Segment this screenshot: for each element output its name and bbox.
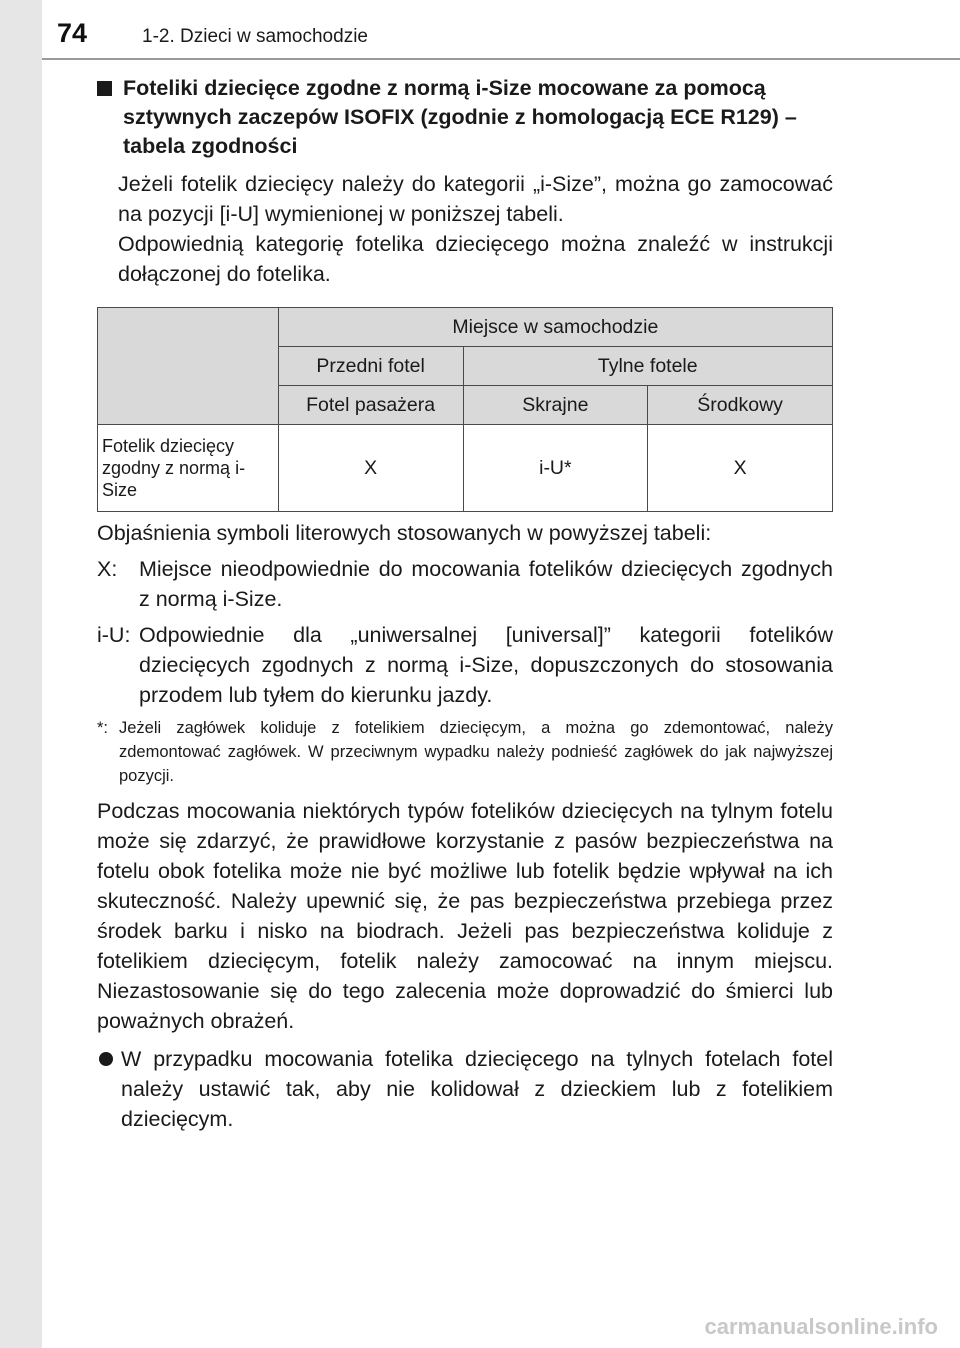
table-cell-passenger: X — [278, 425, 463, 512]
legend-key-iu: i-U: — [97, 623, 131, 647]
bullet-dot-icon — [97, 1044, 121, 1134]
table-cell-center: X — [648, 425, 833, 512]
intro-text — [97, 169, 833, 289]
page-header — [42, 0, 960, 60]
bullet-text: W przypadku mocowania fotelika dziecięcego na tylnych fotelach fotel należy ustawić tak, aby nie kolidował z dzieckiem lub z fotelikiem dziecięcym. — [121, 1047, 833, 1131]
section-heading — [97, 74, 833, 161]
page-content — [97, 74, 833, 1134]
intro-paragraph-2: Odpowiednią kategorię fotelika dziecięcego można znaleźć w instrukcji dołączonej do fotelika. — [118, 232, 833, 286]
table-row-label: Fotelik dziecięcy zgodny z normą i-Size — [98, 425, 279, 512]
legend-item-iu — [97, 620, 833, 710]
table-header-rear-seats: Tylne fotele — [463, 347, 833, 386]
legend-key-x: X: — [97, 557, 118, 581]
body-paragraph-text: Podczas mocowania niektórych typów fotelików dziecięcych na tylnym fotelu może się zdarzyć, że prawidłowe korzystanie z pasów bezpieczeństwa na fotelu obok fotelika może nie być możliwe lub fotelik będzie wpływał na ich skuteczność. Należy upewnić się, że pas bezpieczeństwa przebiega przez środek barku i nisko na biodrach. Jeżeli pas bezpieczeństwa koliduje z fotelikiem dziecięcym, fotelik należy zamocować na innym miejscu. Niezastosowanie się do tego zalecenia może doprowadzić do śmierci lub poważnych obrażeń. — [97, 799, 833, 1033]
section-heading-text: Foteliki dziecięce zgodne z normą i-Size mocowane za pomocą sztywnych zaczepów ISOFIX (zgodnie z homologacją ECE R129) – tabela zgodności — [123, 76, 797, 158]
table-header-passenger-seat: Fotel pasażera — [278, 386, 463, 425]
legend-text-iu: Odpowiednie dla „uniwersalnej [universal]” kategorii fotelików dziecięcych zgodnych z normą i-Size, dopuszczonych do stosowania przodem lub tyłem do kierunku jazdy. — [139, 623, 833, 707]
footnote — [97, 716, 833, 788]
watermark: carmanualsonline.info — [704, 1314, 938, 1339]
legend-item-x — [97, 554, 833, 614]
intro-paragraph-1: Jeżeli fotelik dziecięcy należy do kategorii „i-Size”, można go zamocować na pozycji [i-U] wymienionej w poniższej tabeli. — [118, 172, 833, 226]
page-number: 74 — [57, 18, 88, 48]
table-row — [98, 425, 833, 512]
legend-text-x: Miejsce nieodpowiednie do mocowania fotelików dziecięcych zgodnych z normą i-Size. — [139, 557, 833, 611]
table-header-outer: Skrajne — [463, 386, 648, 425]
bullet-item — [97, 1044, 833, 1134]
footnote-key: *: — [97, 719, 109, 737]
table-header-front-seat: Przedni fotel — [278, 347, 463, 386]
table-corner-cell — [98, 308, 279, 425]
table-header-seat-location: Miejsce w samochodzie — [278, 308, 832, 347]
header-divider — [42, 58, 960, 60]
legend-title: Objaśnienia symboli literowych stosowanych w powyższej tabeli: — [97, 521, 712, 545]
table-header-center: Środkowy — [648, 386, 833, 425]
square-bullet-icon — [97, 81, 112, 96]
compatibility-table — [97, 307, 833, 512]
footnote-text: Jeżeli zagłówek koliduje z fotelikiem dziecięcym, a można go zdemontować, należy zdemontować zagłówek. W przeciwnym wypadku należy podnieść zagłówek do jak najwyższej pozycji. — [119, 719, 833, 785]
legend — [97, 518, 833, 788]
table-cell-outer: i-U* — [463, 425, 648, 512]
body-paragraph — [97, 796, 833, 1036]
side-band — [0, 0, 42, 1348]
section-title: 1-2. Dzieci w samochodzie — [142, 26, 368, 47]
